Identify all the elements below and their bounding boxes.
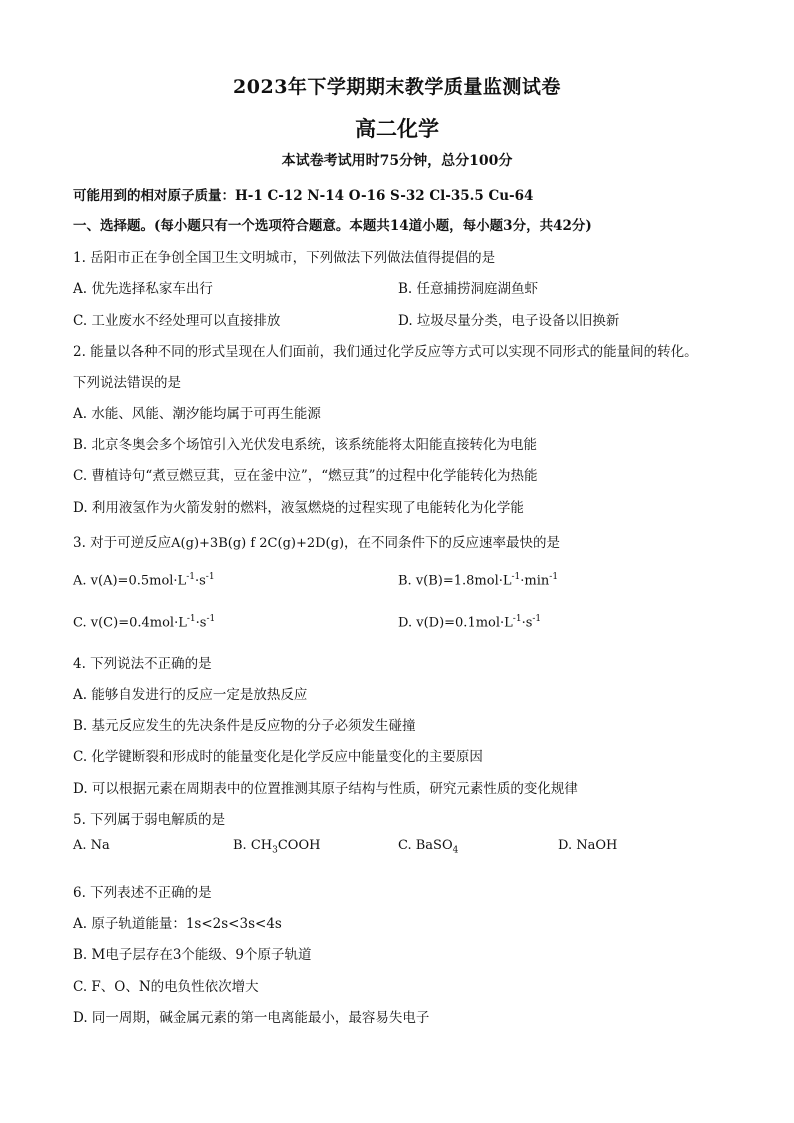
q6-option-a: A. 原子轨道能量：1s<2s<3s<4s — [73, 916, 282, 932]
q3-b-mid: ·min — [520, 573, 550, 589]
q3-d-exp2: -1 — [532, 614, 542, 624]
q3-stem-pre: 3. 对于可逆反应 — [73, 535, 172, 551]
exam-title: 2023年下学期期末教学质量监测试卷 — [233, 76, 561, 98]
q5-stem: 5. 下列属于弱电解质的是 — [73, 812, 226, 828]
q3-a-label: A. — [73, 573, 87, 589]
q4-stem: 4. 下列说法不正确的是 — [73, 656, 212, 672]
q6-stem: 6. 下列表述不正确的是 — [73, 885, 212, 901]
q3-option-c — [73, 614, 215, 630]
q3-option-a — [73, 572, 215, 588]
q3-b-expr: v(B)=1.8mol·L — [415, 573, 512, 589]
q3-c-expr: v(C)=0.4mol·L — [90, 615, 187, 631]
q3-d-label: D. — [398, 615, 413, 631]
q5-b-post: COOH — [277, 838, 321, 853]
q3-stem — [73, 531, 560, 551]
q3-d-exp1: -1 — [512, 614, 522, 624]
q3-b-exp2: -1 — [549, 572, 559, 582]
q1-option-a: A. 优先选择私家车出行 — [73, 281, 213, 297]
q2-option-a: A. 水能、风能、潮汐能均属于可再生能源 — [73, 406, 321, 422]
q3-c-exp2: -1 — [206, 614, 216, 624]
q3-reaction-equation: A(g)+3B(g) f 2C(g)+2D(g) — [171, 536, 345, 551]
q6-option-d: D. 同一周期，碱金属元素的第一电离能最小，最容易失电子 — [73, 1010, 430, 1026]
q5-c-sub: 4 — [452, 845, 459, 856]
q5-option-c — [398, 838, 458, 856]
q2-option-b: B. 北京冬奥会多个场馆引入光伏发电系统，该系统能将太阳能直接转化为电能 — [73, 437, 538, 453]
q3-d-expr: v(D)=0.1mol·L — [416, 615, 513, 631]
q1-option-c: C. 工业废水不经处理可以直接排放 — [73, 313, 281, 329]
subject-title: 高二化学 — [355, 116, 439, 141]
q2-stem-line1: 2. 能量以各种不同的形式呈现在人们面前，我们通过化学反应等方式可以实现不同形式的能量间的转化。 — [73, 344, 698, 360]
q6-option-b: B. M电子层存在3个能级、9个原子轨道 — [73, 947, 312, 963]
q3-a-exp2: -1 — [205, 572, 215, 582]
q4-option-a: A. 能够自发进行的反应一定是放热反应 — [73, 687, 308, 703]
q3-c-exp1: -1 — [186, 614, 196, 624]
q5-b-pre: B. CH — [233, 838, 273, 853]
q2-option-c: C. 曹植诗句“煮豆燃豆萁，豆在釜中泣”，“燃豆萁”的过程中化学能转化为热能 — [73, 468, 538, 484]
q3-b-label: B. — [398, 573, 412, 589]
q5-option-b — [233, 838, 320, 856]
q3-a-mid: ·s — [194, 573, 206, 589]
q5-option-a: A. Na — [73, 838, 110, 853]
q3-c-label: C. — [73, 615, 87, 631]
q4-option-b: B. 基元反应发生的先决条件是反应物的分子必须发生碰撞 — [73, 718, 416, 734]
q5-b-sub: 3 — [272, 845, 278, 856]
q3-stem-post: ，在不同条件下的反应速率最快的是 — [344, 535, 561, 551]
q4-option-c: C. 化学键断裂和形成时的能量变化是化学反应中能量变化的主要原因 — [73, 749, 483, 765]
q5-c-pre: C. BaSO — [398, 838, 453, 853]
q3-d-mid: ·s — [521, 615, 533, 631]
q3-option-b — [398, 572, 558, 588]
q5-option-d: D. NaOH — [558, 838, 618, 853]
q4-option-d: D. 可以根据元素在周期表中的位置推测其原子结构与性质，研究元素性质的变化规律 — [73, 781, 578, 797]
q3-c-mid: ·s — [195, 615, 207, 631]
q3-b-exp1: -1 — [511, 572, 521, 582]
time-note: 本试卷考试用时75分钟，总分100分 — [281, 153, 513, 169]
q3-a-exp1: -1 — [186, 572, 195, 582]
q2-option-d: D. 利用液氢作为火箭发射的燃料，液氢燃烧的过程实现了电能转化为化学能 — [73, 500, 524, 516]
q1-stem: 1. 岳阳市正在争创全国卫生文明城市，下列做法下列做法值得提倡的是 — [73, 250, 496, 266]
q2-stem-line2: 下列说法错误的是 — [73, 375, 181, 391]
q6-option-c: C. F、O、N的电负性依次增大 — [73, 979, 259, 995]
q3-option-d — [398, 614, 541, 630]
q1-option-b: B. 任意捕捞洞庭湖鱼虾 — [398, 281, 539, 297]
q3-a-expr: v(A)=0.5mol·L — [90, 573, 187, 589]
atomic-mass-line: 可能用到的相对原子质量：H-1 C-12 N-14 O-16 S-32 Cl-35.5 Cu-64 — [73, 188, 534, 204]
section-heading: 一、选择题。(每小题只有一个选项符合题意。本题共14道小题，每小题3分，共42分) — [73, 218, 592, 234]
q1-option-d: D. 垃圾尽量分类，电子设备以旧换新 — [398, 313, 620, 329]
